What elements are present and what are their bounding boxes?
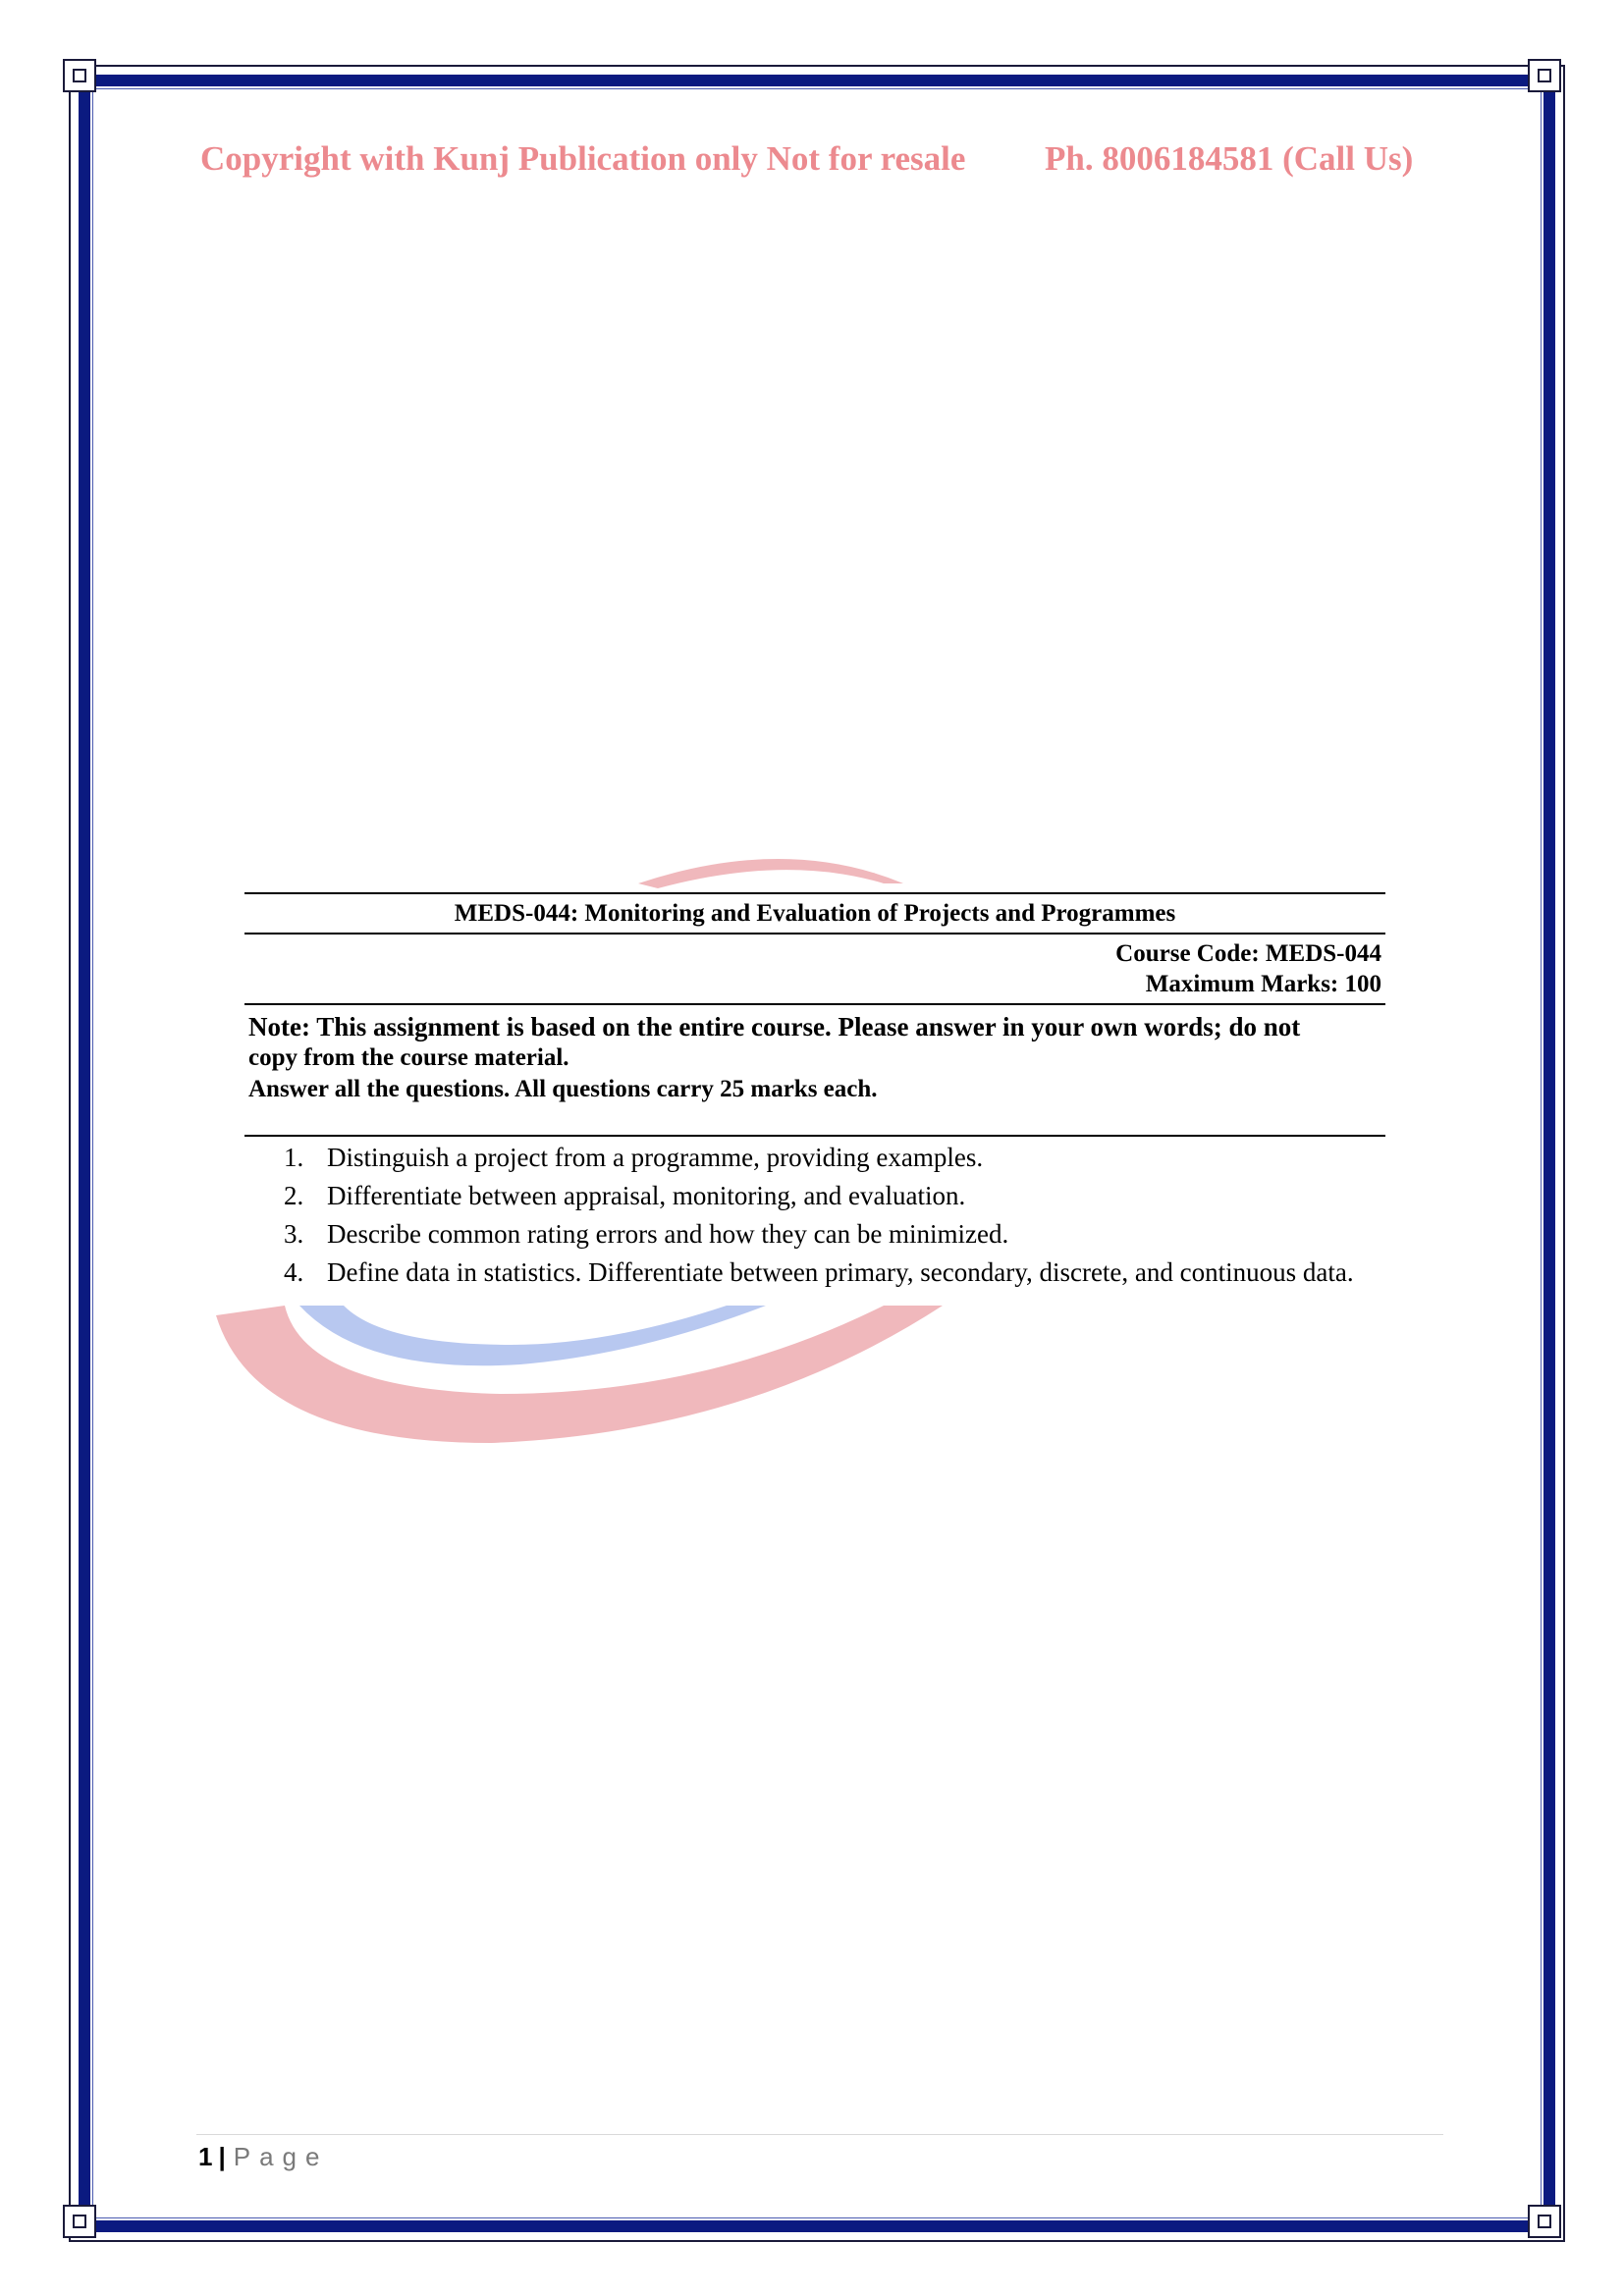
corner-ornament-top-right <box>1528 59 1561 92</box>
question-number: 4. <box>284 1257 304 1287</box>
question-item <box>244 1177 1385 1215</box>
corner-ornament-top-left <box>63 59 96 92</box>
footer-separator: | <box>218 2142 226 2171</box>
assignment-note <box>244 1005 1385 1105</box>
corner-ornament-bottom-left <box>63 2205 96 2238</box>
maximum-marks: Maximum Marks: 100 <box>1145 971 1381 997</box>
footer-divider <box>196 2134 1443 2135</box>
course-code: Course Code: MEDS-044 <box>1115 940 1381 967</box>
question-list <box>244 1137 1385 1292</box>
corner-ornament-bottom-right <box>1528 2205 1561 2238</box>
question-number: 3. <box>284 1219 304 1249</box>
page-label: Page <box>233 2142 329 2171</box>
page-header <box>200 139 1414 179</box>
question-item <box>244 1254 1385 1292</box>
contact-phone: Ph. 8006184581 (Call Us) <box>1045 139 1414 178</box>
question-item <box>244 1139 1385 1177</box>
question-text: Describe common rating errors and how they can be minimized. <box>327 1219 1009 1249</box>
page-footer <box>198 2142 328 2172</box>
assignment-title: MEDS-044: Monitoring and Evaluation of Projects and Programmes <box>454 900 1176 927</box>
course-meta <box>244 934 1385 1003</box>
note-line: Note: This assignment is based on the entire course. Please answer in your own words; do not <box>248 1012 1301 1041</box>
question-text: Differentiate between appraisal, monitoring, and evaluation. <box>327 1181 966 1210</box>
page-number: 1 <box>198 2142 213 2171</box>
question-number: 2. <box>284 1181 304 1210</box>
assignment-section <box>244 892 1385 1292</box>
copyright-notice: Copyright with Kunj Publication only Not for resale <box>200 139 966 178</box>
note-line: copy from the course material. <box>248 1044 569 1071</box>
question-text: Distinguish a project from a programme, providing examples. <box>327 1143 984 1172</box>
note-line: Answer all the questions. All questions carry 25 marks each. <box>248 1076 878 1102</box>
question-item <box>244 1215 1385 1254</box>
question-text: Define data in statistics. Differentiate between primary, secondary, discrete, and continuous data. <box>327 1257 1354 1287</box>
question-number: 1. <box>284 1143 304 1172</box>
